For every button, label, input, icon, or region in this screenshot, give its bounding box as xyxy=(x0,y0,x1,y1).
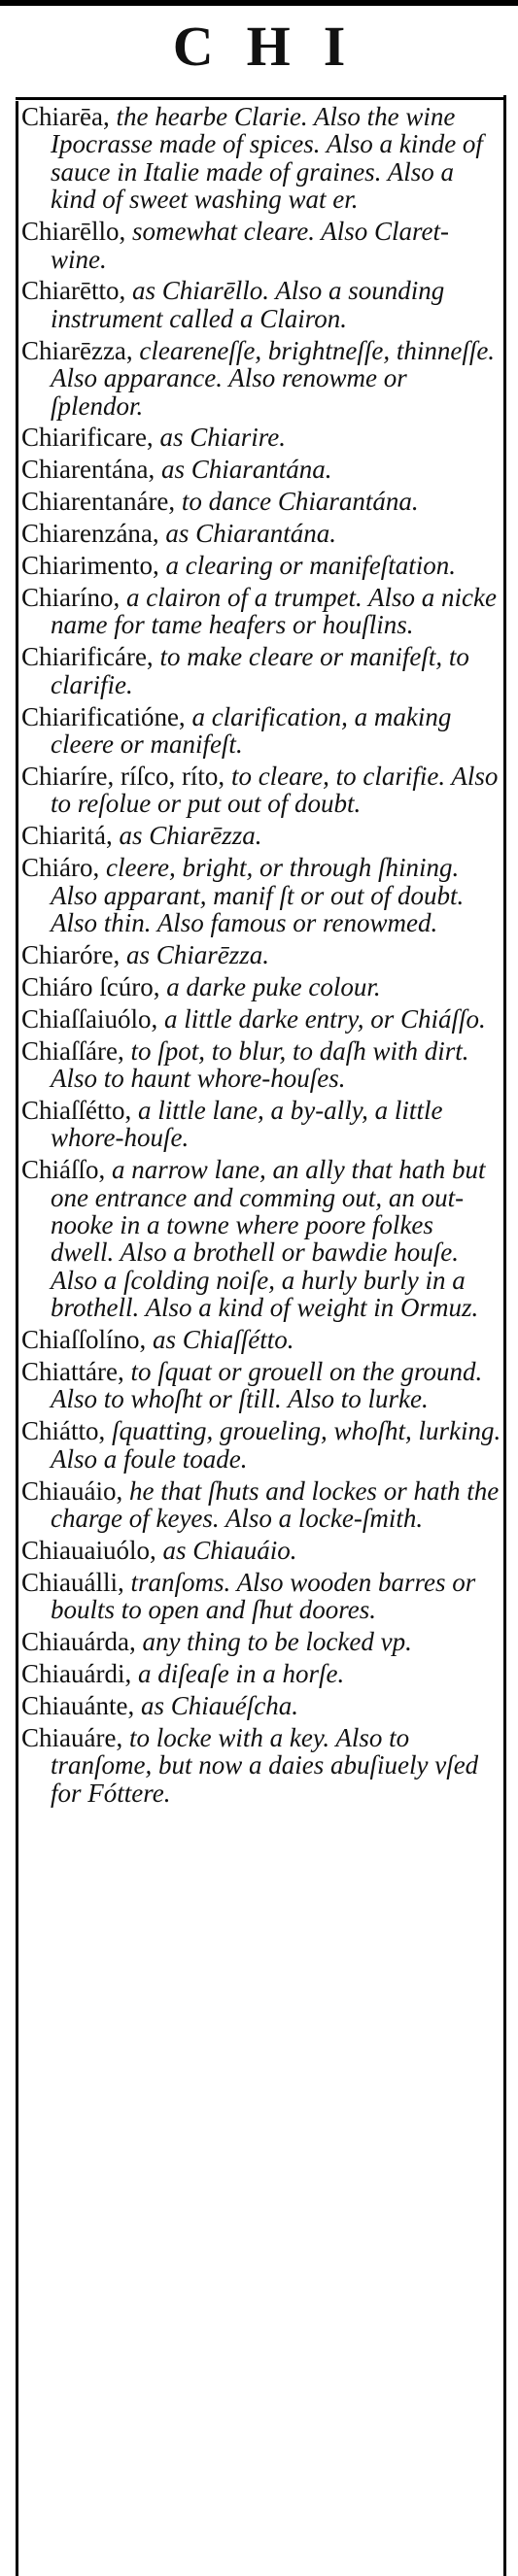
definition: a darke puke colour. xyxy=(166,971,381,1001)
definition: to locke with a key. Also to tranſome, but now a daies abuſiuely vſed for Fóttere. xyxy=(51,1722,479,1808)
dictionary-entry xyxy=(21,1326,501,1353)
dictionary-entry xyxy=(21,1628,501,1655)
dictionary-entry xyxy=(21,1156,501,1321)
column-frame-right xyxy=(503,95,506,2576)
definition: to ſpot, to blur, to daſh with dirt. Also to haunt whore-houſes. xyxy=(51,1035,469,1093)
headword: Chiáro ſcúro, xyxy=(21,971,160,1001)
headword: Chiaſſolíno, xyxy=(21,1325,147,1355)
dictionary-entry xyxy=(21,643,501,698)
headword: Chiauárda, xyxy=(21,1627,136,1657)
headword: Chiarentanáre, xyxy=(21,487,176,517)
dictionary-entry xyxy=(21,1037,501,1093)
headword: Chiarēllo, xyxy=(21,217,126,247)
headword: Chiauálli, xyxy=(21,1567,124,1597)
definition: he that ſhuts and lockes or hath the charge of keyes. Also a locke-ſmith. xyxy=(51,1475,500,1534)
dictionary-entry xyxy=(21,1569,501,1624)
definition: to cleare, to clarifie. Also to reſolue or put out of doubt. xyxy=(51,761,499,819)
dictionary-entry xyxy=(21,424,501,451)
dictionary-entry xyxy=(21,1097,501,1152)
dictionary-entry xyxy=(21,552,501,579)
definition: a little lane, a by-ally, a little whore-houſe. xyxy=(51,1095,443,1153)
dictionary-entry xyxy=(21,277,501,332)
dictionary-entry xyxy=(21,584,501,639)
headword: Chiarenzána, xyxy=(21,519,159,549)
definition: a clarification, a making cleere or manifeſt. xyxy=(51,701,452,760)
headword: Chiáſſo, xyxy=(21,1155,106,1185)
dictionary-entry xyxy=(21,1692,501,1719)
headword: Chiaſſáre, xyxy=(21,1035,124,1066)
definition: a diſeaſe in a horſe. xyxy=(137,1659,345,1689)
dictionary-entry xyxy=(21,1417,501,1473)
headword: Chiauaiuólo, xyxy=(21,1536,156,1565)
dictionary-entry xyxy=(21,1005,501,1033)
dictionary-entry xyxy=(21,854,501,936)
dictionary-entry xyxy=(21,103,501,214)
definition: to ſquat or grouell on the ground. Also to whoſht or ſtill. Also to lurke. xyxy=(51,1357,483,1414)
headword: Chiarēzza, xyxy=(21,335,133,365)
definition: cleere, bright, or through ſhining. Also apparant, manif ſt or out of doubt. Also thin. Also famous or renowmed. xyxy=(51,853,465,937)
definition: as Chiauéſcha. xyxy=(140,1691,298,1721)
dictionary-entry xyxy=(21,941,501,968)
headword: Chiattáre, xyxy=(21,1357,124,1387)
headword: Chiaritá, xyxy=(21,821,113,851)
headword: Chiaróre, xyxy=(21,939,121,969)
headword: Chiaſſaiuólo, xyxy=(21,1003,158,1034)
definition: a clairon of a trumpet. Also a nicke name for tame heafers or houſlins. xyxy=(51,583,497,640)
definition: ſquatting, groueling, whoſht, lurking. Also a foule toade. xyxy=(51,1416,501,1474)
dictionary-entry xyxy=(21,337,501,420)
dictionary-column xyxy=(21,103,501,1812)
dictionary-entry xyxy=(21,1537,501,1564)
headword: Chiátto, xyxy=(21,1416,106,1446)
headword: Chiauánte, xyxy=(21,1691,135,1721)
dictionary-entry xyxy=(21,520,501,547)
definition: as Chiarēllo. Also a sounding instrument called a Clairon. xyxy=(51,276,445,333)
dictionary-entry xyxy=(21,456,501,483)
definition: somewhat cleare. Also Claret-wine. xyxy=(51,217,449,274)
dictionary-entry xyxy=(21,488,501,515)
headword: Chiarentána, xyxy=(21,455,155,485)
headword: Chiaſſétto, xyxy=(21,1095,132,1125)
definition: as Chiaſſétto. xyxy=(153,1325,294,1355)
definition: to dance Chiarantána. xyxy=(181,487,419,517)
dictionary-entry xyxy=(21,1477,501,1533)
column-frame-left xyxy=(16,101,18,2576)
definition: as Chiarēzza. xyxy=(119,821,262,851)
headword: Chiarimento, xyxy=(21,551,159,581)
page-header: CHI xyxy=(172,15,379,78)
definition: to make cleare or manifeſt, to clarifie. xyxy=(51,642,469,699)
dictionary-entry xyxy=(21,1358,501,1413)
definition: a little darke entry, or Chiáſſo. xyxy=(163,1003,486,1034)
definition: tranſoms. Also wooden barres or boults to open and ſhut doores. xyxy=(51,1567,476,1625)
definition: the hearbe Clarie. Also the wine Ipocrasse made of spices. Also a kinde of sauce in Italie made of graines. Also a kind of sweet washing wat er. xyxy=(51,102,483,215)
headword: Chiarēa, xyxy=(21,102,110,131)
headword: Chiauáre, xyxy=(21,1722,123,1752)
headword: Chiarificatióne, xyxy=(21,701,186,731)
definition: as Chiarire. xyxy=(159,423,286,453)
headword: Chiauárdi, xyxy=(21,1659,132,1689)
headword: Chiaríre, ríſco, ríto, xyxy=(21,761,225,791)
top-rule xyxy=(0,0,518,6)
headword: Chiauáio, xyxy=(21,1475,123,1506)
definition: any thing to be locked vp. xyxy=(142,1627,412,1657)
column-frame-top xyxy=(16,97,506,100)
dictionary-entry xyxy=(21,703,501,759)
headword: Chiáro, xyxy=(21,853,100,883)
dictionary-entry xyxy=(21,1724,501,1807)
definition: as Chiauáio. xyxy=(162,1536,297,1565)
dictionary-entry xyxy=(21,973,501,1000)
dictionary-entry xyxy=(21,218,501,273)
headword: Chiaríno, xyxy=(21,583,121,612)
definition: a clearing or manifeſtation. xyxy=(165,551,456,581)
dictionary-entry xyxy=(21,763,501,818)
headword: Chiarificare, xyxy=(21,423,154,453)
definition: as Chiarēzza. xyxy=(125,939,269,969)
definition: as Chiarantána. xyxy=(160,455,332,485)
headword: Chiarificáre, xyxy=(21,642,154,672)
definition: as Chiarantána. xyxy=(165,519,336,549)
definition: a narrow lane, an ally that hath but one entrance and comming out, an out-nooke in a towne where poore folkes dwell. Also a brothell or bawdie houſe. Also a ſcolding noiſe, a hurly burly in a brothell. Also a kind of weight in Ormuz. xyxy=(51,1155,486,1323)
dictionary-entry xyxy=(21,822,501,849)
headword: Chiarētto, xyxy=(21,276,126,306)
dictionary-entry xyxy=(21,1660,501,1687)
definition: cleareneſſe, brightneſſe, thinneſſe. Also apparance. Also renowme or ſplendor. xyxy=(51,335,496,421)
